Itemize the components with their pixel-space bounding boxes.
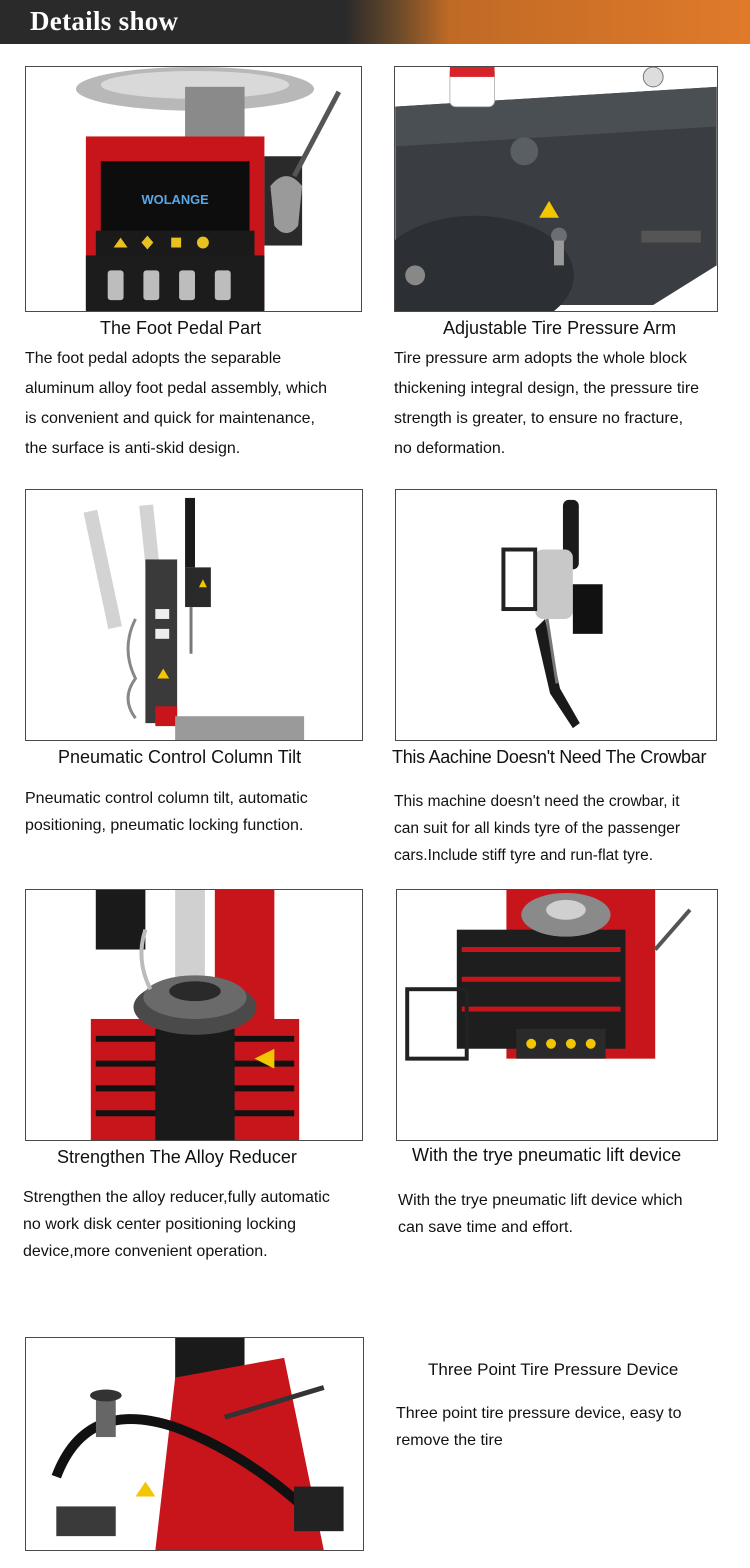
caption-three-point-pressure: Three Point Tire Pressure Device bbox=[428, 1360, 679, 1379]
description-line: no work disk center positioning locking bbox=[23, 1216, 297, 1233]
description-line: no deformation. bbox=[394, 440, 506, 457]
page-title: Details show bbox=[30, 6, 179, 36]
header-banner bbox=[0, 0, 750, 44]
description-line: device,more convenient operation. bbox=[23, 1243, 268, 1260]
caption-foot-pedal: The Foot Pedal Part bbox=[100, 318, 262, 338]
description-pneumatic-lift bbox=[398, 1187, 683, 1241]
description-line: thickening integral design, the pressure tire bbox=[394, 380, 700, 397]
description-line: remove the tire bbox=[396, 1432, 503, 1449]
caption-alloy-reducer: Strengthen The Alloy Reducer bbox=[57, 1147, 297, 1167]
description-line: strength is greater, to ensure no fracture, bbox=[394, 410, 684, 427]
description-line: Strengthen the alloy reducer,fully automatic bbox=[23, 1189, 330, 1206]
no-crowbar-photo bbox=[395, 489, 717, 741]
description-column-tilt bbox=[25, 785, 308, 839]
description-line: aluminum alloy foot pedal assembly, which bbox=[25, 380, 328, 397]
description-line: Three point tire pressure device, easy to bbox=[396, 1405, 682, 1422]
description-foot-pedal bbox=[25, 344, 327, 464]
alloy-reducer-photo bbox=[25, 889, 363, 1141]
column-tilt-photo bbox=[25, 489, 363, 741]
description-line: positioning, pneumatic locking function. bbox=[25, 817, 304, 834]
description-line: This machine doesn't need the crowbar, it bbox=[394, 793, 680, 810]
caption-no-crowbar: This Aachine Doesn't Need The Crowbar bbox=[392, 747, 707, 767]
three-point-pressure-photo bbox=[25, 1337, 364, 1551]
pressure-arm-photo bbox=[394, 66, 718, 312]
description-pressure-arm bbox=[394, 344, 699, 464]
caption-pneumatic-lift: With the trye pneumatic lift device bbox=[412, 1145, 682, 1165]
description-line: can save time and effort. bbox=[398, 1219, 573, 1236]
description-line: cars.Include stiff tyre and run-flat tyre. bbox=[394, 847, 654, 864]
description-three-point-pressure bbox=[396, 1400, 681, 1454]
description-line: Pneumatic control column tilt, automatic bbox=[25, 790, 308, 807]
description-line: Tire pressure arm adopts the whole block bbox=[394, 350, 687, 367]
description-no-crowbar bbox=[394, 788, 680, 869]
description-line: is convenient and quick for maintenance, bbox=[25, 410, 315, 427]
brand-logo-text: WOLANGE bbox=[141, 191, 209, 207]
foot-pedal-photo bbox=[25, 66, 362, 312]
description-line: the surface is anti-skid design. bbox=[25, 440, 241, 457]
description-line: With the trye pneumatic lift device which bbox=[398, 1192, 683, 1209]
pneumatic-lift-photo bbox=[396, 889, 718, 1141]
description-alloy-reducer bbox=[23, 1184, 330, 1265]
caption-column-tilt: Pneumatic Control Column Tilt bbox=[58, 747, 302, 767]
caption-pressure-arm: Adjustable Tire Pressure Arm bbox=[443, 318, 677, 338]
description-line: can suit for all kinds tyre of the passenger bbox=[394, 820, 681, 837]
description-line: The foot pedal adopts the separable bbox=[25, 350, 282, 367]
